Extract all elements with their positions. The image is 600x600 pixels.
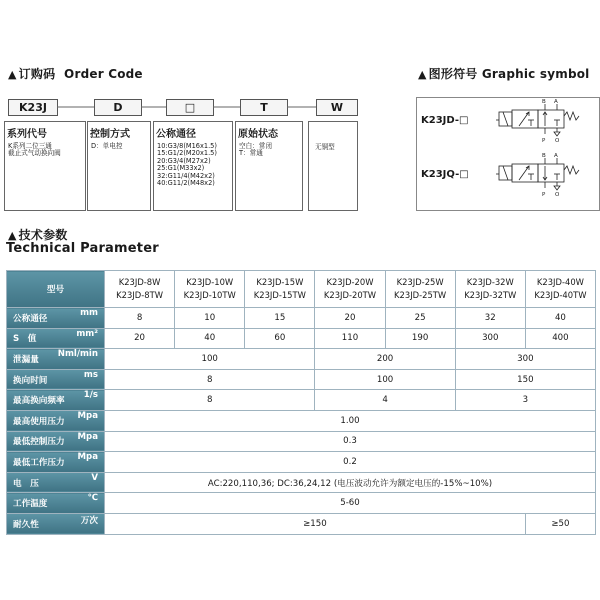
valve-symbols — [417, 98, 599, 210]
table-row — [7, 328, 596, 349]
graphic-symbol-heading — [418, 65, 590, 82]
row-unit: mm² — [76, 328, 98, 339]
row-label — [7, 513, 105, 534]
row-unit: ℃ — [87, 493, 98, 504]
table-cell: 5-60 — [105, 493, 596, 514]
row-unit: ms — [83, 369, 98, 380]
row-label-text: 最低控制压力 — [13, 437, 65, 448]
row-label — [7, 390, 105, 411]
model-name: K23JD-25W — [396, 277, 444, 287]
model-cell — [455, 271, 525, 308]
desc-line: 32:G11/4(M42x2) — [157, 171, 215, 180]
code-bore: □ — [166, 99, 214, 116]
table-row — [7, 410, 596, 431]
table-cell: 40 — [525, 308, 595, 329]
table-cell: 20 — [105, 328, 175, 349]
table-row — [7, 472, 596, 493]
desc-line: 25:G1(M33x2) — [157, 164, 205, 173]
desc-line: T：常通 — [239, 149, 263, 158]
model-cell — [315, 271, 385, 308]
port-o-label: O — [555, 192, 560, 198]
row-unit: Nml/min — [57, 349, 98, 360]
desc-line: 空白：常闭 — [239, 142, 272, 150]
model-cell — [175, 271, 245, 308]
desc-box-bore — [153, 121, 233, 211]
model-cell — [385, 271, 455, 308]
table-cell: ≥150 — [105, 513, 526, 534]
code-series: K23J — [8, 99, 58, 116]
table-cell: 110 — [315, 328, 385, 349]
table-cell: 300 — [455, 349, 595, 370]
model-header: 型号 — [7, 271, 105, 308]
model-name: K23JD-8W — [118, 277, 161, 287]
order-code-title-en: Order Code — [64, 67, 143, 81]
row-label — [7, 328, 105, 349]
table-cell: 100 — [105, 349, 315, 370]
row-label-text: 公称通径 — [13, 313, 48, 324]
table-cell: 150 — [455, 369, 595, 390]
table-cell: 40 — [175, 328, 245, 349]
row-label-text: 泄漏量 — [13, 354, 39, 365]
row-label-text: 电 压 — [13, 478, 39, 489]
code-control: D — [94, 99, 142, 116]
table-cell: AC:220,110,36; DC:36,24,12 (电压波动允许为额定电压的-15%~10%) — [105, 472, 596, 493]
desc-line: 15:G1/2(M20x1.5) — [157, 149, 217, 158]
port-a-label: A — [554, 99, 558, 105]
row-unit: V — [91, 472, 98, 483]
row-unit: mm — [80, 308, 98, 318]
table-cell: 20 — [315, 308, 385, 329]
graphic-symbol-title-cn: 图形符号 — [428, 67, 478, 81]
table-cell: 25 — [385, 308, 455, 329]
model-name: K23JD-40TW — [534, 290, 587, 300]
model-name: K23JD-20W — [326, 277, 374, 287]
row-label-text: S 值 — [13, 334, 37, 345]
model-name: K23JD-10W — [186, 277, 234, 287]
desc-line: D：单电控 — [91, 142, 123, 150]
model-name: K23JD-32W — [466, 277, 514, 287]
table-row — [7, 513, 596, 534]
tech-param-table — [6, 270, 596, 535]
desc-title: 公称通径 — [156, 129, 196, 140]
port-b-label: B — [542, 99, 546, 105]
row-unit: 1/s — [83, 390, 98, 401]
row-unit: Mpa — [77, 452, 98, 463]
symbol-label-jd: K23JD-□ — [421, 115, 469, 126]
valve-symbol-jq — [496, 158, 579, 190]
model-name: K23JD-15TW — [253, 290, 306, 300]
table-cell: 4 — [315, 390, 455, 411]
desc-line: 40:G11/2(M48x2) — [157, 179, 215, 188]
row-label — [7, 410, 105, 431]
row-label-text: 最低工作压力 — [13, 457, 65, 468]
desc-title: 控制方式 — [90, 129, 130, 140]
table-cell: 190 — [385, 328, 455, 349]
table-cell: 60 — [245, 328, 315, 349]
model-name: K23JD-10TW — [183, 290, 236, 300]
table-row — [7, 452, 596, 473]
triangle-icon: ▲ — [8, 229, 17, 242]
model-name: K23JD-15W — [256, 277, 304, 287]
row-label-text: 耐久性 — [13, 519, 39, 530]
port-p-label: P — [542, 138, 546, 144]
table-cell: 8 — [105, 308, 175, 329]
graphic-symbol-title-en: Graphic symbol — [481, 67, 590, 81]
valve-symbol-jd — [496, 104, 579, 136]
table-cell: 0.3 — [105, 431, 596, 452]
desc-line: 20:G3/4(M27x2) — [157, 156, 211, 165]
desc-box-series — [4, 121, 86, 211]
desc-line: 无铜型 — [315, 143, 335, 151]
row-label-text: 最高使用压力 — [13, 416, 65, 427]
table-cell: ≥50 — [525, 513, 595, 534]
symbol-label-jq: K23JQ-□ — [421, 169, 469, 180]
table-row — [7, 390, 596, 411]
model-cell — [105, 271, 175, 308]
table-cell: 10 — [175, 308, 245, 329]
row-label-text: 换向时间 — [13, 375, 48, 386]
table-row — [7, 271, 596, 308]
row-label — [7, 349, 105, 370]
tech-title-cn: 技术参数 — [18, 228, 68, 242]
model-name: K23JD-32TW — [464, 290, 517, 300]
table-cell: 0.2 — [105, 452, 596, 473]
table-row — [7, 308, 596, 329]
model-cell — [525, 271, 595, 308]
table-row — [7, 369, 596, 390]
desc-box-type — [308, 121, 358, 211]
row-label-text: 工作温度 — [13, 499, 48, 510]
code-state: T — [240, 99, 288, 116]
row-label — [7, 493, 105, 514]
graphic-symbol-panel — [416, 97, 600, 211]
row-label — [7, 431, 105, 452]
row-label — [7, 369, 105, 390]
desc-line: 10:G3/8(M16x1.5) — [157, 142, 217, 150]
port-p-label: P — [542, 192, 546, 198]
desc-title: 原始状态 — [238, 129, 278, 140]
table-cell: 32 — [455, 308, 525, 329]
table-row — [7, 493, 596, 514]
table-row — [7, 431, 596, 452]
desc-line: 截止式气动换向阀 — [8, 149, 61, 158]
table-cell: 400 — [525, 328, 595, 349]
triangle-icon: ▲ — [8, 68, 17, 81]
row-label — [7, 472, 105, 493]
table-cell: 8 — [105, 390, 315, 411]
row-label — [7, 452, 105, 473]
model-cell — [245, 271, 315, 308]
model-name: K23JD-20TW — [323, 290, 377, 300]
desc-title: 系列代号 — [7, 129, 47, 140]
row-label-text: 最高换向频率 — [13, 396, 65, 407]
model-name: K23JD-40W — [536, 277, 584, 287]
table-row — [7, 349, 596, 370]
table-cell: 100 — [315, 369, 455, 390]
tech-title-en: Technical Parameter — [6, 241, 159, 256]
port-a-label: A — [554, 153, 558, 159]
table-cell: 3 — [455, 390, 595, 411]
code-type: W — [316, 99, 358, 116]
row-unit: Mpa — [77, 410, 98, 421]
model-name: K23JD-25TW — [394, 290, 447, 300]
row-unit: Mpa — [77, 431, 98, 442]
table-cell: 8 — [105, 369, 315, 390]
table-cell: 300 — [455, 328, 525, 349]
row-unit: 万次 — [80, 515, 98, 526]
port-b-label: B — [542, 153, 546, 159]
table-cell: 15 — [245, 308, 315, 329]
order-code-title-cn: 订购码 — [18, 67, 56, 81]
desc-box-state — [235, 121, 303, 211]
desc-line: K系列二位三通 — [8, 142, 52, 150]
triangle-icon: ▲ — [418, 68, 427, 81]
port-o-label: O — [555, 138, 560, 144]
table-cell: 1.00 — [105, 410, 596, 431]
table-cell: 200 — [315, 349, 455, 370]
row-label — [7, 308, 105, 329]
model-name: K23JD-8TW — [116, 290, 163, 300]
desc-box-control — [87, 121, 151, 211]
